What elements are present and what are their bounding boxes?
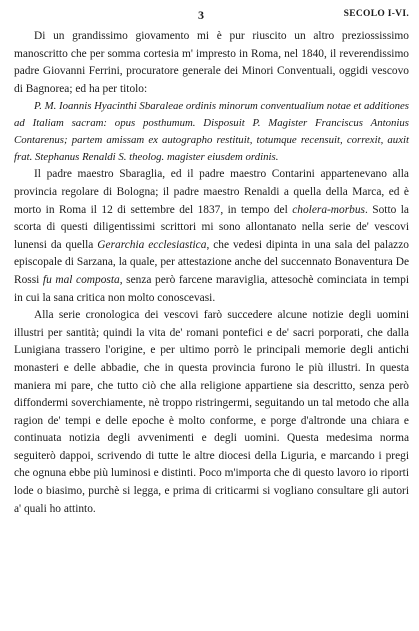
paragraph xyxy=(14,307,409,518)
italic-text: cholera-morbus xyxy=(292,203,365,216)
italic-text: fu mal composta xyxy=(42,273,120,286)
text-run: P. M. Ioannis Hyacinthi Sbaraleae ordinis minorum conventualium notae et additiones ad Italiam sacram: opus posthumum. Disposuit P. Magister Franciscus Antonius Contarenus; partem amissam ex autographo restituit, totumque recensuit, correxit, auxit frat. Stephanus Renaldi S. theolog. magister eiusdem ordinis. xyxy=(14,100,409,164)
text-run: . Sotto la scorta di questi diligentissimi scrittori mi sono allontanato nella serie de' vescovi lunensi da quella xyxy=(14,203,409,251)
page-header xyxy=(0,8,419,24)
body-text xyxy=(14,28,409,518)
quoted-title xyxy=(14,98,409,166)
running-head: SECOLO I-VI. xyxy=(343,9,409,19)
page-number: 3 xyxy=(198,8,204,22)
text-run: Di un grandissimo giovamento mi è pur riuscito un altro preziossissimo manoscritto che per somma cortesia m' impresto in Roma, nel 1840, il reverendissimo padre Giovanni Ferrini, procuratore generale dei Minori Conventuali, oggidi vescovo di Bagnorea; ed ha per titolo: xyxy=(14,30,409,95)
paragraph xyxy=(14,28,409,98)
text-run: , che vedesi dipinta in una sala del palazzo episcopale di Sarzana, la quale, per attestazione anche del succennato Bonaventura De Rossi xyxy=(14,238,409,286)
text-run: , senza però farcene maraviglia, attesochè cominciata in tempi in cui la sana critica non molto conoscevasi. xyxy=(14,273,410,304)
italic-text: Gerarchia ecclesiastica xyxy=(97,238,207,251)
text-run: Il padre maestro Sbaraglia, ed il padre maestro Contarini appartenevano alla provincia regolare di Bologna; il padre maestro Renaldi a quella della Marca, ed è morto in Roma il 12 di settembre del 1837, in tempo del xyxy=(14,168,409,216)
paragraph xyxy=(14,166,409,307)
text-run: Alla serie cronologica dei vescovi farò succedere alcune notizie degli uomini illustri per santità; quindi la vita de' romani pontefici e de' sacri porporati, che dalla Lunigiana trassero l'origine, e per ultimo porrò le principali memorie degli antichi monasteri e delle abbadie, che in questa provincia furono le più illustri. In questa maniera mi pare, che tutto ciò che alla religione appartiene sia descritto, senza però diffondermi soverchiamente, nè troppo ristringermi, seguitando un tal metodo che alla ragion de' tempi e delle epoche è molto conforme, e porge d'altronde una chiara e continuata notizia degli avvenimenti e degli uomini. Questa medesima norma seguiterò dappoi, scrivendo di tutte le altre diocesi della Liguria, e marcando i pregi che ognuna ebbe più luminosi e distinti. Poco m'importa che di questo lavoro io riporti lode o biasimo, purchè si legga, e prima di criticarmi si vogliano consultare gli autori a' quali ho attinto. xyxy=(14,309,409,515)
